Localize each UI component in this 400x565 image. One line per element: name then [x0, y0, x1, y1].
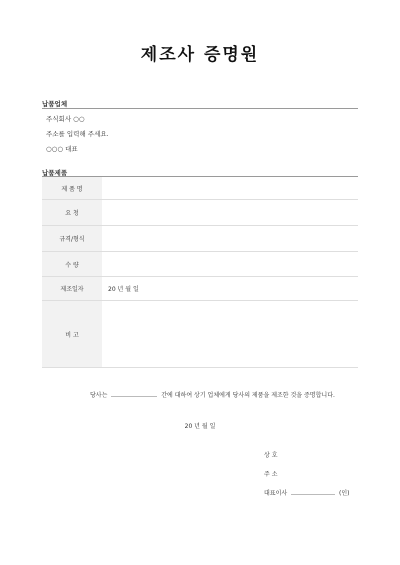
statement-prefix: 당사는 — [90, 392, 108, 399]
seal-mark: (인) — [339, 490, 350, 497]
signature-trade-name: 상 호 — [264, 452, 278, 459]
product-row-remarks — [42, 301, 358, 368]
supplier-address: 주소를 입력해 주세요. — [46, 130, 109, 138]
supplier-divider — [42, 108, 358, 109]
supplier-company: 주식회사 ○○ — [46, 115, 85, 123]
row-label: 비 고 — [42, 301, 102, 367]
row-label: 요 청 — [42, 200, 102, 225]
ceo-name-blank[interactable] — [291, 488, 335, 495]
row-value[interactable]: 20 년 월 일 — [108, 286, 139, 293]
product-row-date — [42, 277, 358, 301]
product-row-request — [42, 200, 358, 226]
product-section-label: 납품제품 — [42, 169, 68, 177]
certification-statement — [90, 390, 335, 399]
row-label: 수 량 — [42, 252, 102, 276]
signature-address: 주 소 — [264, 471, 278, 478]
document-title: 제조사 증명원 — [140, 45, 260, 65]
signature-ceo-label: 대표이사 — [264, 490, 288, 497]
row-label: 제조일자 — [42, 277, 102, 300]
issue-date: 20 년 월 일 — [184, 423, 216, 430]
supplier-representative: ○○○ 대표 — [46, 145, 78, 153]
product-row-name — [42, 177, 358, 200]
period-blank[interactable] — [111, 390, 157, 397]
product-row-spec — [42, 226, 358, 252]
statement-suffix: 간에 대하여 상기 업체에게 당사의 제품을 제조한 것을 증명합니다. — [161, 392, 335, 399]
signature-ceo-line — [264, 488, 350, 497]
row-label: 제 품 명 — [42, 177, 102, 199]
row-label: 규격/형식 — [42, 226, 102, 251]
supplier-section-label: 납품업체 — [42, 100, 68, 108]
product-row-quantity — [42, 252, 358, 277]
